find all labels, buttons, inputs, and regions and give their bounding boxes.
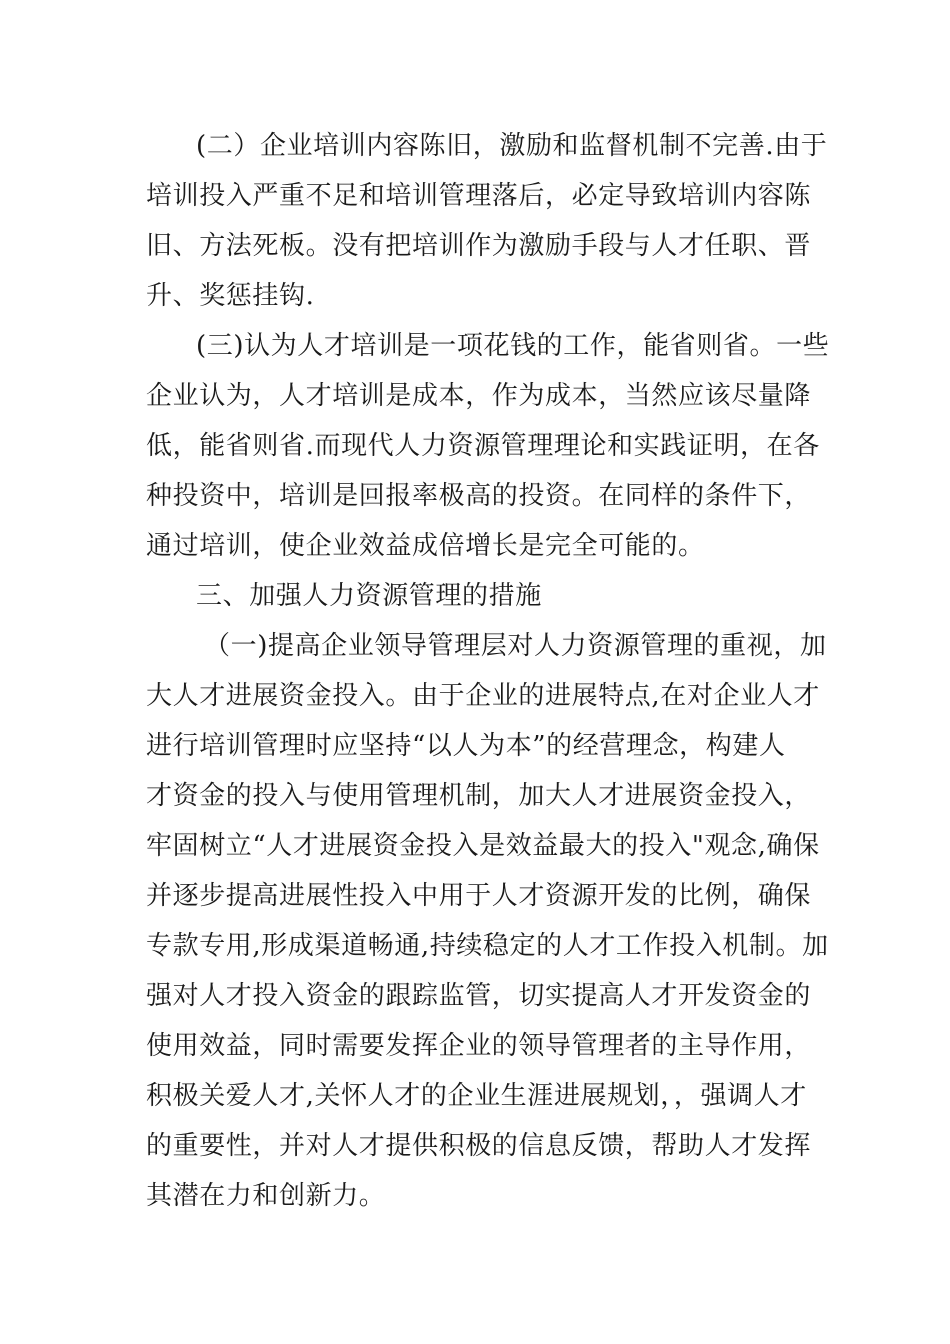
paragraph-training-content	[146, 121, 828, 321]
text-line: (二）企业培训内容陈旧，激励和监督机制不完善.由于	[196, 131, 828, 161]
section-heading	[146, 571, 806, 621]
text-line: 通过培训，使企业效益成倍增长是完全可能的。	[146, 531, 705, 561]
text-line: 种投资中，培训是回报率极高的投资。在同样的条件下，	[146, 481, 812, 511]
text-line: 强对人才投入资金的跟踪监管，切实提高人才开发资金的	[146, 981, 812, 1011]
text-line: 培训投入严重不足和培训管理落后，必定导致培训内容陈	[146, 181, 812, 211]
paragraph-training-cost	[146, 321, 830, 571]
heading-text: 三、加强人力资源管理的措施	[196, 581, 542, 611]
text-line: 的重要性，并对人才提供积极的信息反馈，帮助人才发挥	[146, 1131, 812, 1161]
document-body	[146, 121, 830, 1221]
text-line: 使用效益，同时需要发挥企业的领导管理者的主导作用，	[146, 1031, 812, 1061]
text-line: 企业认为，人才培训是成本，作为成本，当然应该尽量降	[146, 381, 812, 411]
text-line: 才资金的投入与使用管理机制，加大人才进展资金投入，	[146, 781, 812, 811]
text-line: 专款专用,形成渠道畅通,持续稳定的人才工作投入机制。加	[146, 931, 829, 961]
text-line: （一)提高企业领导管理层对人力资源管理的重视，加	[204, 631, 827, 661]
text-line: 升、奖惩挂钩.	[146, 281, 315, 311]
text-line: 进行培训管理时应坚持“以人为本”的经营理念，构建人	[146, 731, 786, 761]
text-line: 大人才进展资金投入。由于企业的进展特点,在对企业人才	[146, 681, 820, 711]
text-line: 积极关爱人才,关怀人才的企业生涯进展规划，，强调人才	[146, 1081, 807, 1111]
paragraph-measures	[146, 621, 829, 1221]
text-line: 并逐步提高进展性投入中用于人才资源开发的比例，确保	[146, 881, 812, 911]
text-line: 旧、方法死板。没有把培训作为激励手段与人才任职、晋	[146, 231, 812, 261]
text-line: 牢固树立“人才进展资金投入是效益最大的投入"观念,确保	[146, 831, 820, 861]
text-line: (三)认为人才培训是一项花钱的工作，能省则省。一些	[196, 331, 830, 361]
text-line: 低，能省则省.而现代人力资源管理理论和实践证明，在各	[146, 431, 820, 461]
text-line: 其潜在力和创新力。	[146, 1181, 386, 1211]
